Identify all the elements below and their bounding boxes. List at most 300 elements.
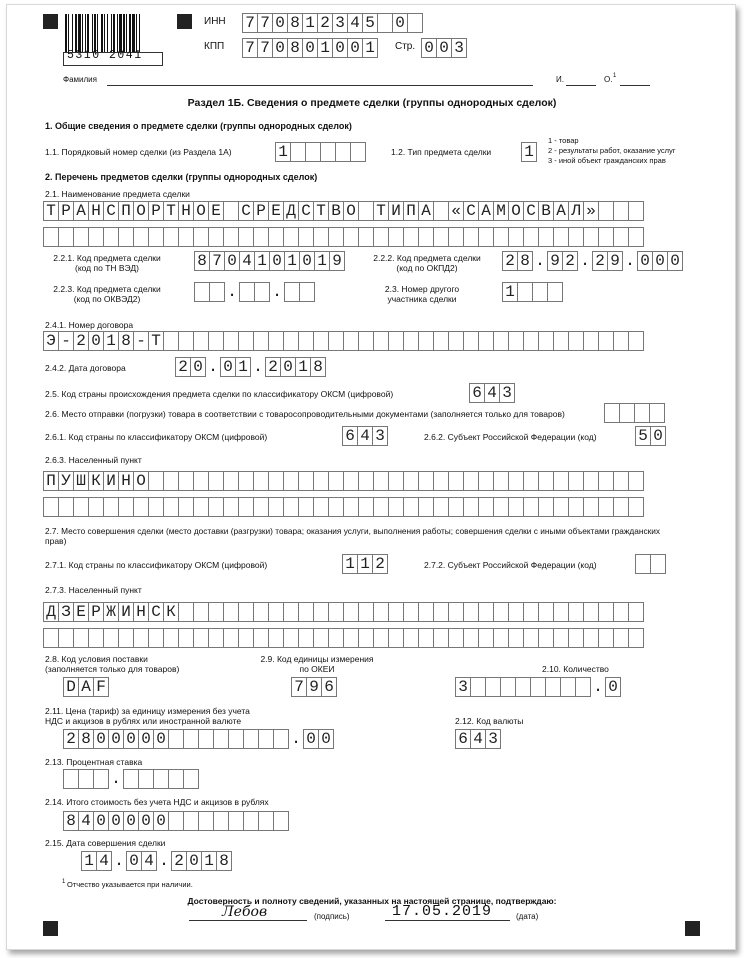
f263-cells-1-cell — [253, 471, 269, 491]
f241-cells-cell — [568, 331, 584, 351]
f263-cells-1-cell — [553, 471, 569, 491]
f241-cells-cell — [478, 331, 494, 351]
f11-cells-cell — [290, 142, 306, 162]
f21-cells-2-cell — [493, 227, 509, 247]
inn-cells-cell: 8 — [287, 13, 303, 33]
f21-cells-1-cell: Т — [163, 201, 179, 221]
f214-cells-cell — [168, 811, 184, 831]
f273-cells-1-cell: Е — [73, 602, 89, 622]
f273-cells-2-cell — [133, 628, 149, 648]
f273-cells-1 — [43, 602, 644, 622]
f21-cells-1-cell: С — [238, 201, 254, 221]
f273-cells-1-cell: И — [118, 602, 134, 622]
kpp-cells-cell: 8 — [287, 38, 303, 58]
f28-cells-cell: D — [63, 677, 79, 697]
inn-cells-cell: 0 — [392, 13, 408, 33]
f21-cells-2-cell — [178, 227, 194, 247]
f215-cells-cell: 1 — [81, 851, 97, 871]
f241-cells-cell — [343, 331, 359, 351]
f211-label-2: НДС и акцизов в рублях или иностранной валюте — [45, 716, 242, 726]
f262-cells-cell: 0 — [650, 426, 666, 446]
f23-cells-cell — [517, 282, 533, 302]
f222-label-1: 2.2.2. Код предмета сделки — [373, 253, 481, 263]
f214-cells — [63, 811, 289, 831]
f21-cells-2-cell — [568, 227, 584, 247]
f28-cells-cell: A — [78, 677, 94, 697]
f273-cells-2-cell — [628, 628, 644, 648]
f273-cells-1-cell: К — [163, 602, 179, 622]
f210-cells-cell — [485, 677, 501, 697]
f21-label: 2.1. Наименование предмета сделки — [45, 189, 190, 199]
f21-cells-1-cell: « — [448, 201, 464, 221]
f273-cells-2-cell — [568, 628, 584, 648]
f273-cells-2-cell — [313, 628, 329, 648]
f263-cells-1-cell — [583, 471, 599, 491]
f21-cells-2-cell — [598, 227, 614, 247]
page-cells — [421, 38, 467, 58]
f273-cells-2-cell — [283, 628, 299, 648]
f21-cells-1-cell: А — [478, 201, 494, 221]
kpp-cells-cell: 7 — [257, 38, 273, 58]
decimal-dot: . — [291, 730, 301, 748]
page-label: Стр. — [395, 41, 416, 52]
f211-cells-cell — [183, 729, 199, 749]
f215-cells-cell: 4 — [141, 851, 157, 871]
f263-cells-2-cell — [598, 497, 614, 517]
kpp-cells-cell: 0 — [332, 38, 348, 58]
f263-cells-2-cell — [343, 497, 359, 517]
f223-cells-cell — [284, 282, 300, 302]
decimal-dot: . — [227, 283, 237, 301]
f263-cells-1-cell: О — [133, 471, 149, 491]
f26-label: 2.6. Место отправки (погрузки) товара в соответствии с товаросопроводительными документами (заполняется только для товаров) — [45, 409, 565, 419]
f263-cells-1-cell — [448, 471, 464, 491]
f21-cells-1-cell: Т — [313, 201, 329, 221]
f212-cells-cell: 3 — [485, 729, 501, 749]
f263-cells-1-cell — [538, 471, 554, 491]
f211-cells-cell — [198, 729, 214, 749]
f273-cells-1-cell — [253, 602, 269, 622]
f263-cells-1-cell: Н — [118, 471, 134, 491]
f221-cells-cell: 7 — [209, 251, 225, 271]
f214-cells-cell: 0 — [108, 811, 124, 831]
f273-cells-2-cell — [553, 628, 569, 648]
f212-cells — [455, 729, 501, 749]
f215-cells-cell: 1 — [201, 851, 217, 871]
f273-cells-1-cell — [298, 602, 314, 622]
f25-cells-cell: 4 — [484, 383, 500, 403]
f221-label-2: (код по ТН ВЭД) — [75, 263, 139, 273]
f263-cells-2-cell — [193, 497, 209, 517]
f263-cells-1-cell — [403, 471, 419, 491]
f210-cells — [455, 677, 621, 697]
f211-cells-cell: 0 — [108, 729, 124, 749]
type-option-2: 2 - результаты работ, оказание услуг — [548, 146, 676, 155]
f21-cells-1-cell: П — [118, 201, 134, 221]
f211-cells-cell: 2 — [63, 729, 79, 749]
f21-cells-1-cell: О — [193, 201, 209, 221]
f241-cells-cell — [358, 331, 374, 351]
f273-cells-1-cell — [448, 602, 464, 622]
f263-cells-1-cell — [418, 471, 434, 491]
f213-cells-cell — [183, 769, 199, 789]
f214-cells-cell: 8 — [63, 811, 79, 831]
f273-cells-2-cell — [598, 628, 614, 648]
f222-cells-cell: 0 — [637, 251, 653, 271]
f222-cells-cell: 2 — [502, 251, 518, 271]
f21-cells-2-cell — [43, 227, 59, 247]
f222-label-2: (код по ОКПД2) — [396, 263, 458, 273]
f215-label: 2.15. Дата совершения сделки — [45, 838, 166, 848]
f263-cells-2-cell — [313, 497, 329, 517]
f273-cells-2-cell — [358, 628, 374, 648]
f273-cells-1-cell — [193, 602, 209, 622]
f21-cells-1-cell — [628, 201, 644, 221]
f241-cells-cell — [283, 331, 299, 351]
f272-cells-cell — [650, 554, 666, 574]
f211-cells-cell — [168, 729, 184, 749]
f273-cells-2-cell — [103, 628, 119, 648]
f23-label-2: участника сделки — [387, 294, 457, 304]
f21-cells-1-cell: О — [133, 201, 149, 221]
f221-cells-cell: 0 — [269, 251, 285, 271]
f273-cells-1-cell — [523, 602, 539, 622]
f261-cells-cell: 4 — [357, 426, 373, 446]
f242-cells-cell: 2 — [265, 357, 281, 377]
kpp-cells-cell: 7 — [242, 38, 258, 58]
f263-cells-2-cell — [73, 497, 89, 517]
f241-cells-cell — [193, 331, 209, 351]
f242-label: 2.4.2. Дата договора — [45, 363, 126, 373]
f263-cells-1-cell — [568, 471, 584, 491]
f272-cells — [635, 554, 666, 574]
kpp-label: КПП — [204, 41, 225, 52]
f222-cells-cell: 2 — [592, 251, 608, 271]
f263-cells-2-cell — [583, 497, 599, 517]
signature-line — [189, 920, 307, 921]
f263-cells-1-cell — [238, 471, 254, 491]
f241-cells-cell — [553, 331, 569, 351]
f273-cells-2-cell — [148, 628, 164, 648]
f273-cells-2-cell — [193, 628, 209, 648]
f273-cells-1-cell — [313, 602, 329, 622]
inn-cells-cell: 2 — [317, 13, 333, 33]
f28-cells — [63, 677, 109, 697]
f241-cells-cell — [418, 331, 434, 351]
f242-cells-cell: 1 — [235, 357, 251, 377]
section-title: Раздел 1Б. Сведения о предмете сделки (группы однородных сделок) — [187, 97, 557, 109]
f263-cells-1-cell — [478, 471, 494, 491]
f222-cells-cell: 0 — [652, 251, 668, 271]
f214-cells-cell: 0 — [138, 811, 154, 831]
f272-label: 2.7.2. Субъект Российской Федерации (код) — [424, 560, 597, 570]
f213-cells-cell — [168, 769, 184, 789]
decimal-dot: . — [580, 252, 590, 270]
f241-cells-cell — [388, 331, 404, 351]
f12-cells — [521, 142, 537, 162]
f273-cells-1-cell — [613, 602, 629, 622]
f273-cells-1-cell — [403, 602, 419, 622]
f223-cells-cell — [194, 282, 210, 302]
f241-cells-cell — [403, 331, 419, 351]
f263-cells-2-cell — [133, 497, 149, 517]
f273-cells-1-cell: Р — [88, 602, 104, 622]
f23-label-1: 2.3. Номер другого — [384, 284, 460, 294]
inn-cells-cell — [407, 13, 423, 33]
inn-cells-cell: 7 — [257, 13, 273, 33]
inn-cells — [242, 13, 423, 33]
f21-cells-1-cell: В — [328, 201, 344, 221]
f273-cells-1-cell — [178, 602, 194, 622]
f271-cells — [342, 554, 388, 574]
type-option-3: 3 - иной объект гражданских прав — [548, 156, 666, 165]
f273-cells-2-cell — [118, 628, 134, 648]
inn-cells-cell: 3 — [332, 13, 348, 33]
f21-cells-2 — [43, 227, 644, 247]
f241-label: 2.4.1. Номер договора — [45, 320, 134, 330]
f211-cells — [63, 729, 334, 749]
f223-cells-cell — [299, 282, 315, 302]
f214-cells-cell — [228, 811, 244, 831]
decimal-dot: . — [159, 852, 169, 870]
f12-cells-cell: 1 — [521, 142, 537, 162]
f263-cells-2-cell — [163, 497, 179, 517]
f241-cells-cell: - — [133, 331, 149, 351]
f21-cells-1-cell — [598, 201, 614, 221]
f273-cells-2-cell — [253, 628, 269, 648]
f263-cells-2-cell — [523, 497, 539, 517]
f21-cells-2-cell — [508, 227, 524, 247]
f222-cells — [502, 251, 683, 271]
f263-cells-2-cell — [388, 497, 404, 517]
f241-cells-cell — [313, 331, 329, 351]
f29-label-1: 2.9. Код единицы измерения — [260, 654, 374, 664]
f263-cells-2-cell — [238, 497, 254, 517]
f27-label-1: 2.7. Место совершения сделки (место доставки (разгрузки) товара; оказания услуги, выполнения работы; совершения сделки с иными объектами гражданских — [45, 526, 661, 536]
f263-cells-2-cell — [493, 497, 509, 517]
f222-cells-cell: 0 — [667, 251, 683, 271]
f263-cells-1-cell: И — [103, 471, 119, 491]
barcode-number: 5310 2041 — [67, 49, 143, 62]
f21-cells-2-cell — [373, 227, 389, 247]
f213-cells-cell — [93, 769, 109, 789]
f222-cells-cell: 9 — [607, 251, 623, 271]
decimal-dot: . — [535, 252, 545, 270]
f214-cells-cell — [198, 811, 214, 831]
f221-label-1: 2.2.1. Код предмета сделки — [53, 253, 161, 263]
f223-cells-cell — [239, 282, 255, 302]
f241-cells-cell — [493, 331, 509, 351]
f26-cells-cell — [649, 403, 665, 423]
f273-cells-1-cell — [388, 602, 404, 622]
f222-cells-cell: 8 — [517, 251, 533, 271]
f263-cells-2-cell — [628, 497, 644, 517]
inn-cells-cell — [377, 13, 393, 33]
f21-cells-1-cell: П — [403, 201, 419, 221]
f273-cells-1-cell — [223, 602, 239, 622]
f21-cells-1-cell: Н — [178, 201, 194, 221]
f21-cells-2-cell — [268, 227, 284, 247]
f21-cells-1-cell: Е — [208, 201, 224, 221]
f11-cells-cell — [350, 142, 366, 162]
f263-cells-2-cell — [568, 497, 584, 517]
f21-cells-1-cell: Р — [253, 201, 269, 221]
f263-cells-2-cell — [418, 497, 434, 517]
f273-cells-1-cell — [493, 602, 509, 622]
f21-cells-1-cell: Д — [283, 201, 299, 221]
page-cells-cell: 0 — [436, 38, 452, 58]
decimal-dot: . — [208, 358, 218, 376]
f263-cells-2-cell — [463, 497, 479, 517]
kpp-cells-cell: 1 — [317, 38, 333, 58]
f21-cells-1-cell: » — [583, 201, 599, 221]
f273-cells-2-cell — [523, 628, 539, 648]
f273-cells-2-cell — [403, 628, 419, 648]
f25-label: 2.5. Код страны происхождения предмета сделки по классификатору ОКСМ (цифровой) — [45, 389, 394, 399]
f21-cells-2-cell — [433, 227, 449, 247]
f273-cells-2 — [43, 628, 644, 648]
f27-label-2: прав) — [45, 536, 67, 546]
initial-i-line — [566, 85, 596, 86]
f214-cells-cell — [243, 811, 259, 831]
decimal-dot: . — [253, 358, 263, 376]
f214-cells-cell: 0 — [153, 811, 169, 831]
f273-cells-2-cell — [58, 628, 74, 648]
decimal-dot: . — [272, 283, 282, 301]
f273-cells-2-cell — [328, 628, 344, 648]
f21-cells-2-cell — [463, 227, 479, 247]
f21-cells-1-cell — [433, 201, 449, 221]
f273-cells-1-cell — [433, 602, 449, 622]
f215-cells — [81, 851, 232, 871]
f273-cells-1-cell — [283, 602, 299, 622]
f223-cells — [194, 282, 315, 302]
f21-cells-2-cell — [613, 227, 629, 247]
f211-cells-cell: 0 — [318, 729, 334, 749]
f273-cells-2-cell — [538, 628, 554, 648]
s2-title: 2. Перечень предметов сделки (группы однородных сделок) — [45, 172, 318, 182]
f26-cells-cell — [604, 403, 620, 423]
f273-cells-2-cell — [463, 628, 479, 648]
f263-cells-2 — [43, 497, 644, 517]
f241-cells-cell — [433, 331, 449, 351]
f273-cells-2-cell — [163, 628, 179, 648]
f241-cells-cell: 8 — [118, 331, 134, 351]
f21-cells-1 — [43, 201, 644, 221]
f273-cells-1-cell — [343, 602, 359, 622]
footnote-number: 1 — [62, 879, 66, 885]
f263-cells-1-cell — [328, 471, 344, 491]
f263-cells-1-cell — [178, 471, 194, 491]
f21-cells-1-cell: И — [388, 201, 404, 221]
f241-cells-cell — [208, 331, 224, 351]
f241-cells-cell — [373, 331, 389, 351]
f221-cells — [194, 251, 345, 271]
f263-cells-1-cell: Ш — [73, 471, 89, 491]
f211-cells-cell — [228, 729, 244, 749]
f273-cells-1-cell — [238, 602, 254, 622]
f211-cells-cell: 0 — [303, 729, 319, 749]
f241-cells-cell — [613, 331, 629, 351]
inn-cells-cell: 0 — [272, 13, 288, 33]
f273-cells-1-cell: Ж — [103, 602, 119, 622]
f21-cells-1-cell: С — [523, 201, 539, 221]
f263-cells-1-cell — [388, 471, 404, 491]
f21-cells-1-cell: С — [463, 201, 479, 221]
f214-cells-cell — [183, 811, 199, 831]
f263-cells-1 — [43, 471, 644, 491]
f273-cells-1-cell — [478, 602, 494, 622]
f241-cells-cell: - — [58, 331, 74, 351]
decimal-dot: . — [114, 852, 124, 870]
f29-cells-cell: 9 — [306, 677, 322, 697]
f262-cells-cell: 5 — [635, 426, 651, 446]
f241-cells-cell: 2 — [73, 331, 89, 351]
f221-cells-cell: 1 — [284, 251, 300, 271]
f211-cells-cell: 0 — [138, 729, 154, 749]
f273-cells-1-cell — [328, 602, 344, 622]
f241-cells-cell — [238, 331, 254, 351]
f263-cells-2-cell — [478, 497, 494, 517]
f210-cells-cell: 0 — [605, 677, 621, 697]
f210-cells-cell — [515, 677, 531, 697]
f271-cells-cell: 2 — [372, 554, 388, 574]
f215-cells-cell: 4 — [96, 851, 112, 871]
f242-cells-cell: 2 — [175, 357, 191, 377]
f21-cells-2-cell — [313, 227, 329, 247]
f273-cells-1-cell — [268, 602, 284, 622]
f21-cells-2-cell — [193, 227, 209, 247]
signature: Лебов — [222, 904, 268, 920]
f21-cells-1-cell — [613, 201, 629, 221]
f21-cells-1-cell: Л — [568, 201, 584, 221]
f211-cells-cell — [273, 729, 289, 749]
f21-cells-2-cell — [583, 227, 599, 247]
initial-i-label: И. — [556, 75, 564, 84]
f21-cells-2-cell — [343, 227, 359, 247]
f272-cells-cell — [635, 554, 651, 574]
f263-cells-2-cell — [553, 497, 569, 517]
f263-cells-2-cell — [148, 497, 164, 517]
f26-cells-cell — [619, 403, 635, 423]
f261-label: 2.6.1. Код страны по классификатору ОКСМ (цифровой) — [45, 432, 268, 442]
f211-label-1: 2.11. Цена (тариф) за единицу измерения без учета — [45, 706, 250, 716]
f21-cells-1-cell: В — [538, 201, 554, 221]
f11-cells-cell — [320, 142, 336, 162]
f21-cells-2-cell — [223, 227, 239, 247]
f21-cells-2-cell — [328, 227, 344, 247]
f215-cells-cell: 0 — [186, 851, 202, 871]
decimal-dot: . — [593, 678, 603, 696]
f263-cells-2-cell — [613, 497, 629, 517]
f25-cells — [469, 383, 515, 403]
f222-cells-cell: 2 — [562, 251, 578, 271]
f25-cells-cell: 6 — [469, 383, 485, 403]
f273-cells-1-cell: Н — [133, 602, 149, 622]
inn-label: ИНН — [204, 16, 226, 27]
f21-cells-1-cell: Е — [268, 201, 284, 221]
f241-cells-cell — [583, 331, 599, 351]
f263-cells-2-cell — [118, 497, 134, 517]
f263-cells-2-cell — [328, 497, 344, 517]
f273-cells-2-cell — [373, 628, 389, 648]
f273-cells-2-cell — [88, 628, 104, 648]
f241-cells-cell: 0 — [88, 331, 104, 351]
date-caption: (дата) — [516, 912, 539, 921]
f221-cells-cell: 1 — [254, 251, 270, 271]
f23-cells-cell — [532, 282, 548, 302]
f29-label-2: по ОКЕИ — [299, 664, 335, 674]
